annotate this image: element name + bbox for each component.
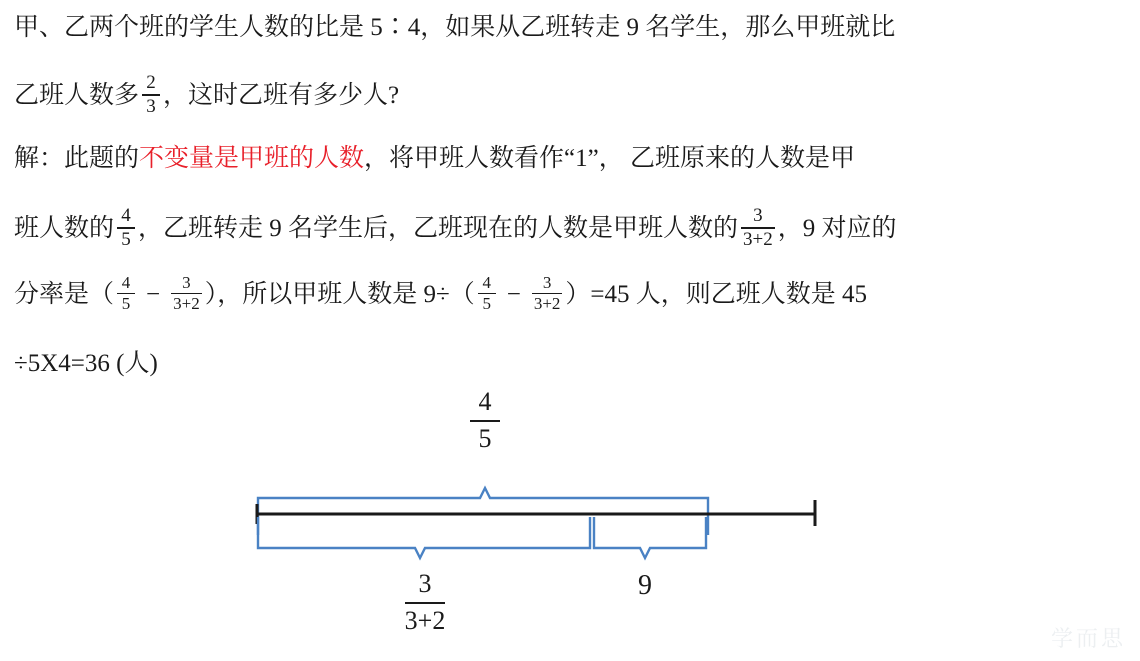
fraction-numerator: 4	[478, 387, 492, 416]
fraction-numerator: 2	[146, 72, 156, 93]
fraction-numerator: 3	[418, 569, 432, 598]
minus-sign-1: −	[146, 280, 161, 308]
fraction-denominator: 3+2	[173, 294, 200, 314]
solution-text-2b: ，乙班转走 9 名学生后，乙班现在的人数是甲班人数的	[138, 214, 739, 242]
line-segment-diagram	[0, 380, 1140, 661]
solution-text-3b: ），所以甲班人数是 9÷（	[204, 280, 475, 308]
fraction-three-over-three-plus-two-inline-3	[532, 274, 563, 313]
diagram-bottom-right-label: 9	[638, 570, 652, 601]
fraction-denominator: 3+2	[404, 605, 446, 635]
fraction-denominator: 3+2	[533, 294, 561, 314]
solution-text-2a: 班人数的	[14, 214, 115, 242]
solution-line-3	[14, 275, 1130, 314]
solution-text-2c: ，9 对应的	[777, 214, 897, 242]
problem-text-3: ，这时乙班有多少人?	[163, 81, 400, 109]
problem-line-1	[14, 14, 1130, 42]
problem-line-2	[14, 74, 1130, 117]
problem-text-2: 乙班人数多	[14, 81, 140, 109]
diagram-svg	[0, 380, 1140, 661]
solution-text-3a: 分率是（	[14, 280, 115, 308]
fraction-numerator: 3	[753, 205, 763, 226]
fraction-four-fifths-inline-3	[478, 274, 496, 313]
bottom-left-brace	[258, 517, 590, 558]
fraction-denominator: 5	[121, 228, 131, 250]
fraction-three-over-three-plus-two-diagram	[405, 570, 446, 635]
fraction-numerator: 3	[542, 273, 552, 292]
diagram-bottom-left-label	[370, 570, 480, 635]
solution-line-2	[14, 207, 1130, 250]
fraction-two-thirds	[142, 73, 160, 116]
fraction-numerator: 3	[182, 273, 191, 292]
fraction-denominator: 3+2	[743, 228, 773, 250]
solution-text-3c: ）=45 人，则乙班人数是 45	[565, 280, 868, 308]
solution-highlight-invariant: 不变量是甲班的人数	[139, 145, 365, 172]
solution-line-4	[14, 350, 1130, 378]
fraction-three-over-three-plus-two-inline-2	[171, 274, 202, 313]
fraction-bar	[405, 602, 446, 604]
solution-line-1	[14, 145, 1130, 173]
problem-text-1: 甲、乙两个班的学生人数的比是 5∶4，如果从乙班转走 9 名学生，那么甲班就比	[14, 14, 896, 41]
fraction-four-fifths-inline-1	[117, 206, 135, 249]
fraction-denominator: 3	[146, 95, 156, 117]
fraction-numerator: 4	[482, 273, 491, 292]
fraction-denominator: 5	[478, 423, 492, 453]
top-brace	[258, 488, 708, 535]
fraction-denominator: 5	[121, 294, 131, 314]
solution-text-1a: 解：此题的	[14, 145, 140, 172]
solution-text-1b: ，将甲班人数看作“1”， 乙班原来的人数是甲	[364, 145, 855, 172]
bottom-right-brace	[594, 517, 706, 558]
minus-sign-2: −	[506, 280, 521, 308]
fraction-denominator: 5	[482, 294, 491, 314]
fraction-three-over-three-plus-two-inline-1	[741, 206, 775, 249]
solution-text-4: ÷5X4=36 (人)	[14, 350, 158, 377]
watermark: 学而思	[1050, 626, 1126, 651]
fraction-numerator: 4	[121, 205, 131, 226]
fraction-numerator: 4	[121, 273, 131, 292]
fraction-four-fifths-inline-2	[117, 274, 135, 313]
